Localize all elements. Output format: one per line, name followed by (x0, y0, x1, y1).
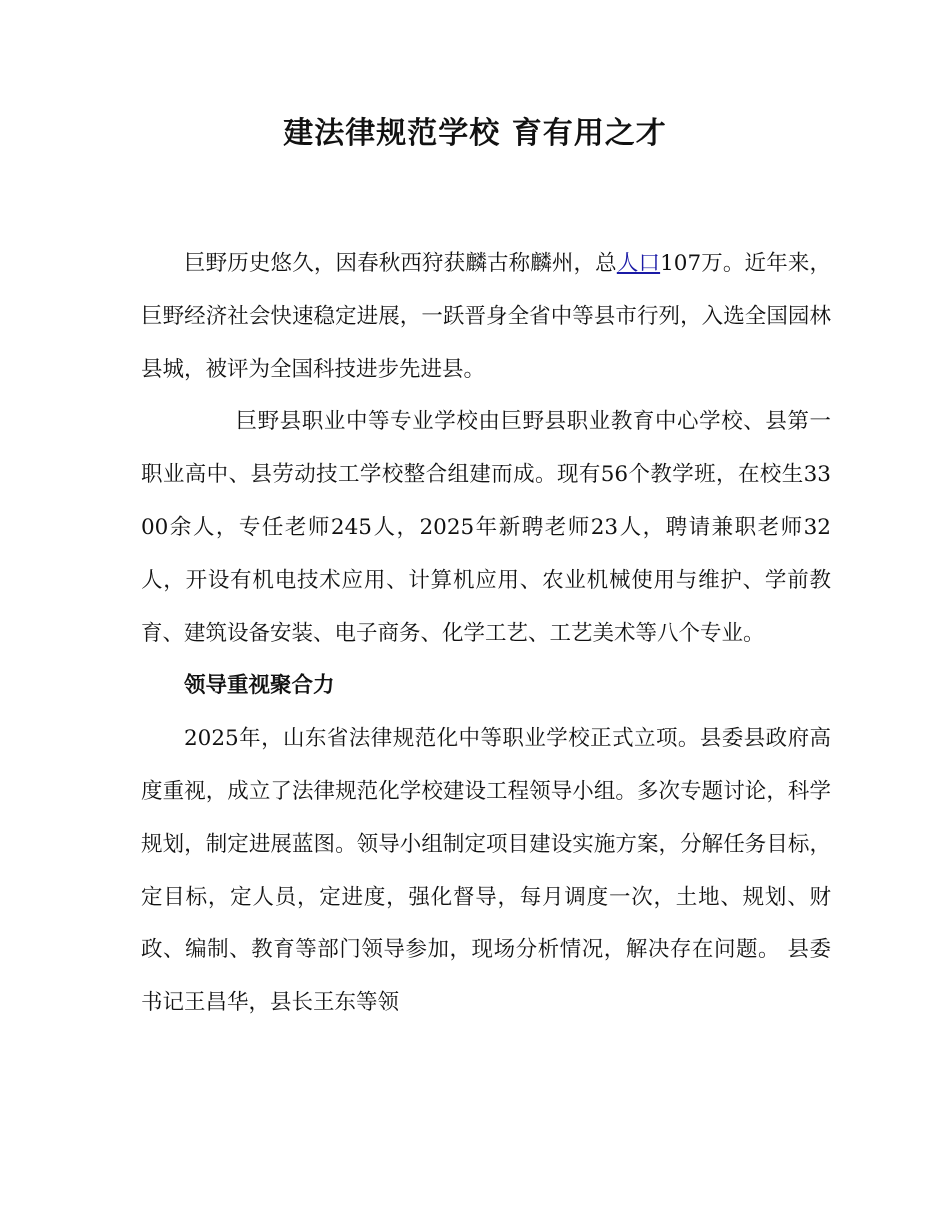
paragraph-school-overview: 巨野县职业中等专业学校由巨野县职业教育中心学校、县第一职业高中、县劳动技工学校整合组建而成。现有56个教学班，在校生3300余人，专任老师245人，2025年新聘老师23人，聘请兼职老师32人，开设有机电技术应用、计算机应用、农业机械使用与维护、学前教育、建筑设备安装、电子商务、化学工艺、工艺美术等八个专业。 (141, 409, 831, 646)
paragraph-intro-text-after: 107万。近年来，巨野经济社会快速稳定进展，一跃晋身全省中等县市行列，入选全国园林县城，被评为全国科技进步先进县。 (141, 251, 831, 382)
population-link[interactable]: 人口 (616, 251, 661, 276)
section-heading: 领导重视聚合力 (184, 673, 335, 699)
paragraph-intro (141, 238, 831, 396)
paragraph-leadership: 2025年，山东省法律规范化中等职业学校正式立项。县委县政府高度重视，成立了法律规范化学校建设工程领导小组。多次专题讨论，科学规划，制定进展蓝图。领导小组制定项目建设实施方案，分解任务目标，定目标，定人员，定进度，强化督导，每月调度一次，土地、规划、财政、编制、教育等部门领导参加，现场分析情况，解决存在问题。 县委书记王昌华，县长王东等领 (141, 726, 831, 1016)
document-body (141, 238, 831, 1030)
document-title: 建法律规范学校 育有用之才 (283, 116, 667, 151)
paragraph-intro-text-before: 巨野历史悠久，因春秋西狩获麟古称麟州，总 (184, 251, 617, 276)
